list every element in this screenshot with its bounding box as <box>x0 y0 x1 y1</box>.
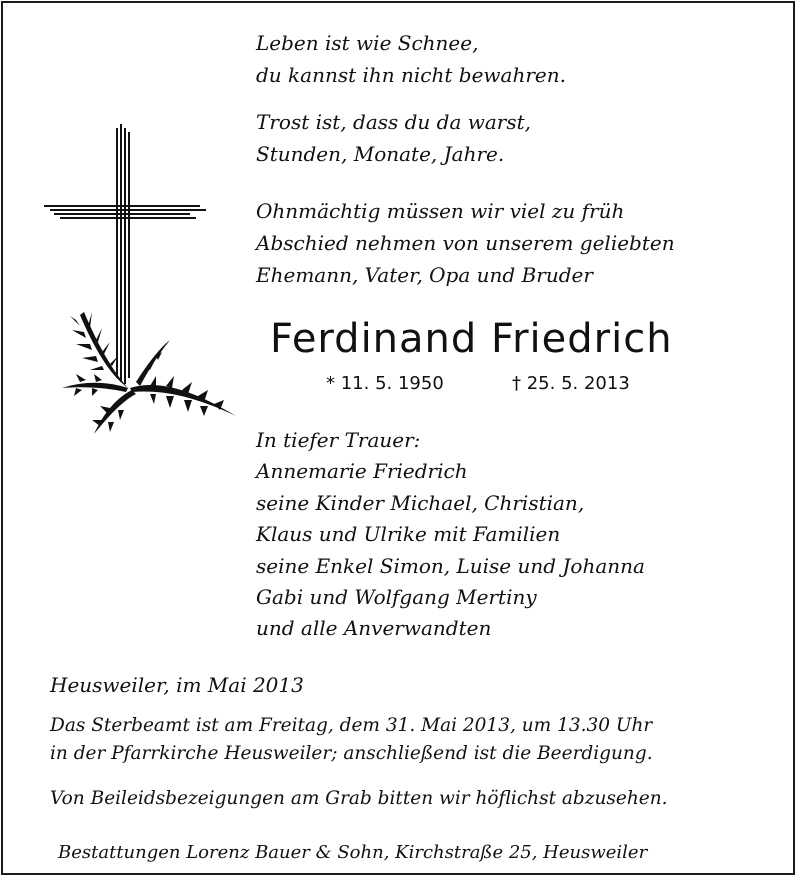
funeral-info <box>50 712 653 768</box>
funeral-info-line: in der Pfarrkirche Heusweiler; anschließend ist die Beerdigung. <box>50 743 653 764</box>
verse-line: Stunden, Monate, Jahre. <box>256 142 505 166</box>
mourner-line: In tiefer Trauer: <box>256 428 421 452</box>
birth-date: * 11. 5. 1950 <box>326 373 444 394</box>
funeral-info-line: Das Sterbeamt ist am Freitag, dem 31. Mai 2013, um 13.30 Uhr <box>50 715 653 736</box>
mourner-line: seine Enkel Simon, Luise und Johanna <box>256 553 645 578</box>
intro-line: Ehemann, Vater, Opa und Bruder <box>256 263 593 287</box>
mourner-line: Annemarie Friedrich <box>256 459 468 484</box>
place-date: Heusweiler, im Mai 2013 <box>50 673 304 697</box>
verse-line: du kannst ihn nicht bewahren. <box>256 63 566 87</box>
mourner-line: und alle Anverwandten <box>256 616 492 641</box>
intro-line: Abschied nehmen von unserem geliebten <box>256 231 675 255</box>
cross-icon <box>40 120 240 440</box>
intro-text <box>256 195 675 291</box>
mourner-line: Klaus und Ulrike mit Familien <box>256 522 561 547</box>
verse-line: Trost ist, dass du da warst, <box>256 110 532 134</box>
condolence-note: Von Beileidsbezeigungen am Grab bitten wir höflichst abzusehen. <box>50 788 668 809</box>
verse-line: Leben ist wie Schnee, <box>256 31 479 55</box>
verse-stanza-1 <box>256 27 566 91</box>
intro-line: Ohnmächtig müssen wir viel zu früh <box>256 199 625 223</box>
mourners-list <box>256 425 645 645</box>
deceased-name: Ferdinand Friedrich <box>270 316 673 362</box>
death-date: † 25. 5. 2013 <box>512 373 630 394</box>
verse-stanza-2 <box>256 106 531 170</box>
mourner-line: Gabi und Wolfgang Mertiny <box>256 585 537 610</box>
mourner-line: seine Kinder Michael, Christian, <box>256 490 585 515</box>
funeral-home-footer: Bestattungen Lorenz Bauer & Sohn, Kirchstraße 25, Heusweiler <box>58 842 648 863</box>
